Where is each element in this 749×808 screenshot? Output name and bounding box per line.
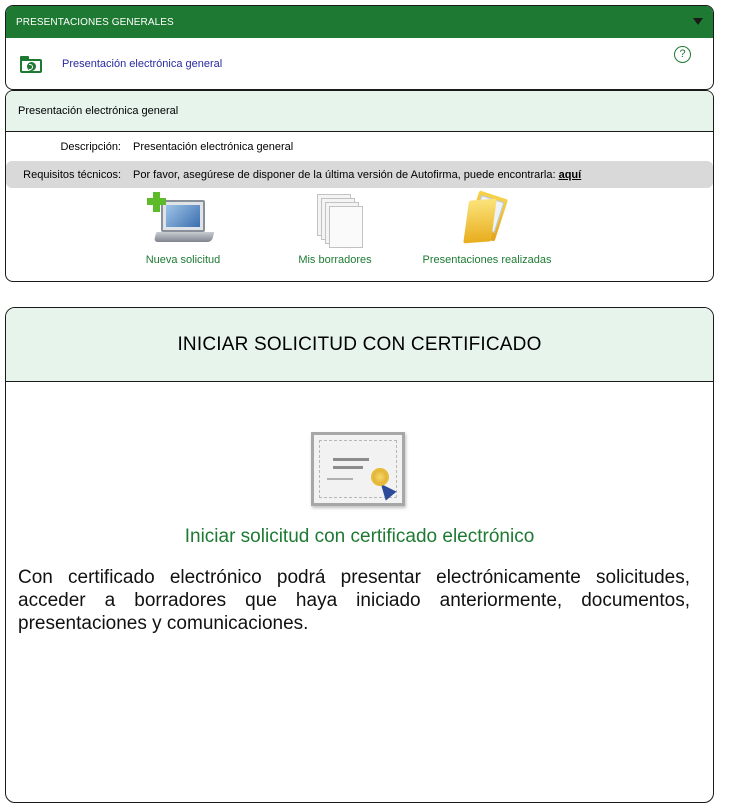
description-label: Descripción: [60, 141, 121, 153]
papers-stack-icon [305, 192, 365, 248]
presentation-link[interactable]: Presentación electrónica general [62, 58, 223, 70]
folder-icon [20, 56, 42, 73]
general-presentations-header[interactable] [6, 6, 713, 38]
autofirma-link[interactable]: aquí [558, 168, 582, 181]
requirements-text: Por favor, asegúrese de disponer de la última versión de Autofirma, puede encontrarla: [133, 168, 559, 181]
presentation-detail-panel [5, 90, 714, 282]
requirements-label: Requisitos técnicos: [23, 168, 121, 181]
certificate-panel [5, 307, 714, 803]
detail-title: Presentación electrónica general [6, 91, 713, 132]
caret-down-icon[interactable] [693, 18, 703, 25]
certificate-panel-title: INICIAR SOLICITUD CON CERTIFICADO [6, 308, 713, 382]
help-icon[interactable]: ? [674, 46, 691, 63]
presentation-row [6, 38, 713, 90]
my-drafts-button[interactable] [282, 192, 388, 266]
certificate-icon[interactable] [311, 432, 407, 510]
submitted-presentations-label: Presentaciones realizadas [422, 254, 552, 266]
actions-bar [6, 188, 713, 280]
certificate-description: Con certificado electrónico podrá presentar electrónicamente solicitudes, acceder a borradores que haya iniciado anteriormente, documentos, presentaciones y comunicaciones. [18, 567, 690, 634]
laptop-plus-icon [147, 192, 219, 248]
requirements-value [133, 169, 713, 181]
general-presentations-panel [5, 5, 714, 90]
requirements-row [6, 161, 713, 188]
my-drafts-label: Mis borradores [298, 254, 372, 266]
new-request-button[interactable] [126, 192, 240, 266]
submitted-presentations-button[interactable] [414, 192, 560, 266]
description-value: Presentación electrónica general [133, 141, 294, 153]
new-request-label: Nueva solicitud [145, 254, 221, 266]
description-row [6, 134, 713, 160]
yellow-folder-icon [452, 192, 522, 248]
header-title: PRESENTACIONES GENERALES [16, 16, 174, 28]
start-with-certificate-link[interactable]: Iniciar solicitud con certificado electrónico [184, 526, 535, 547]
